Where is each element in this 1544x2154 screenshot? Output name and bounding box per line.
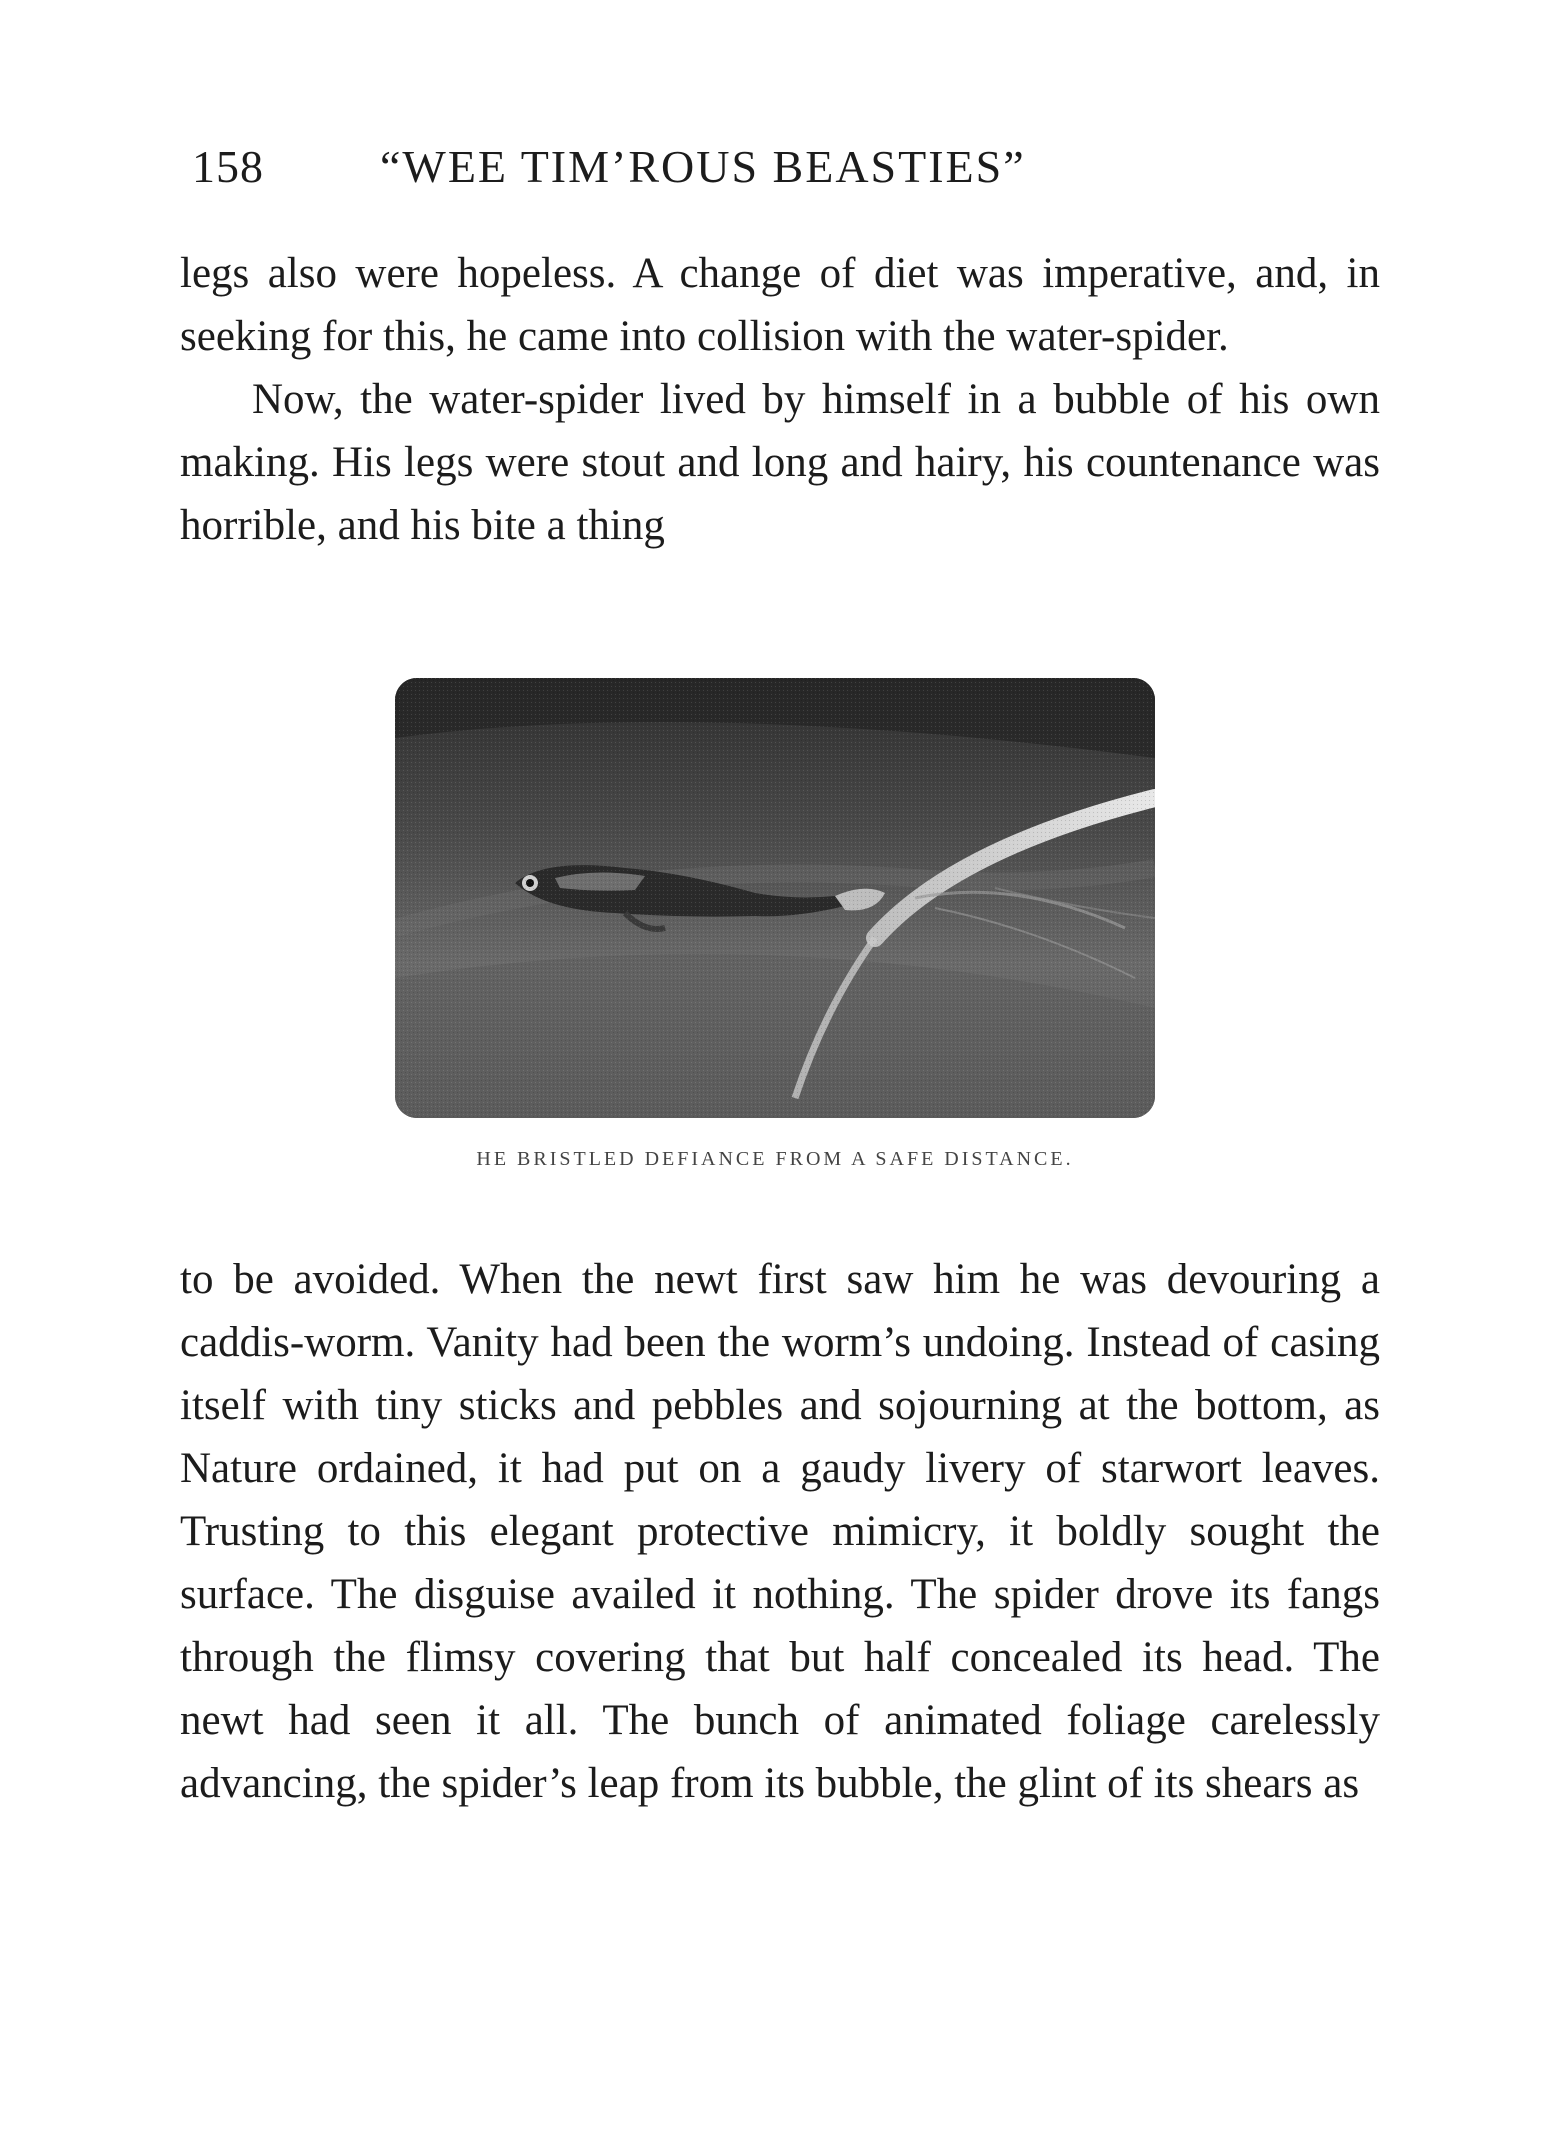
- body-text-top: [180, 242, 1380, 557]
- running-head: [180, 140, 1380, 210]
- page-number: 158: [192, 141, 264, 192]
- newt-photograph: [395, 678, 1155, 1118]
- paragraph: legs also were hopeless. A change of diet was imperative, and, in seeking for this, he came into collision with the water-spider.: [180, 250, 1380, 360]
- body-text-bottom: [180, 1248, 1380, 1815]
- figure-caption: HE BRISTLED DEFIANCE FROM A SAFE DISTANCE.: [476, 1148, 1074, 1170]
- running-title: “WEE TIM’ROUS BEASTIES”: [380, 141, 1026, 192]
- paragraph: Now, the water-spider lived by himself in a bubble of his own making. His legs were stout and long and hairy, his countenance was horrible, and his bite a thing: [180, 376, 1380, 549]
- paragraph: to be avoided. When the newt first saw him he was devouring a caddis-worm. Vanity had been the worm’s undoing. Instead of casing itself with tiny sticks and pebbles and sojourning at the bottom, as Nature ordained, it had put on a gaudy livery of starwort leaves. Trusting to this elegant protective mimicry, it boldly sought the surface. The disguise availed it nothing. The spider drove its fangs through the flimsy covering that but half concealed its head. The newt had seen it all. The bunch of animated foliage carelessly advancing, the spider’s leap from its bubble, the glint of its shears as: [180, 1256, 1380, 1807]
- photo-of-newt-underwater-icon: [395, 678, 1155, 1118]
